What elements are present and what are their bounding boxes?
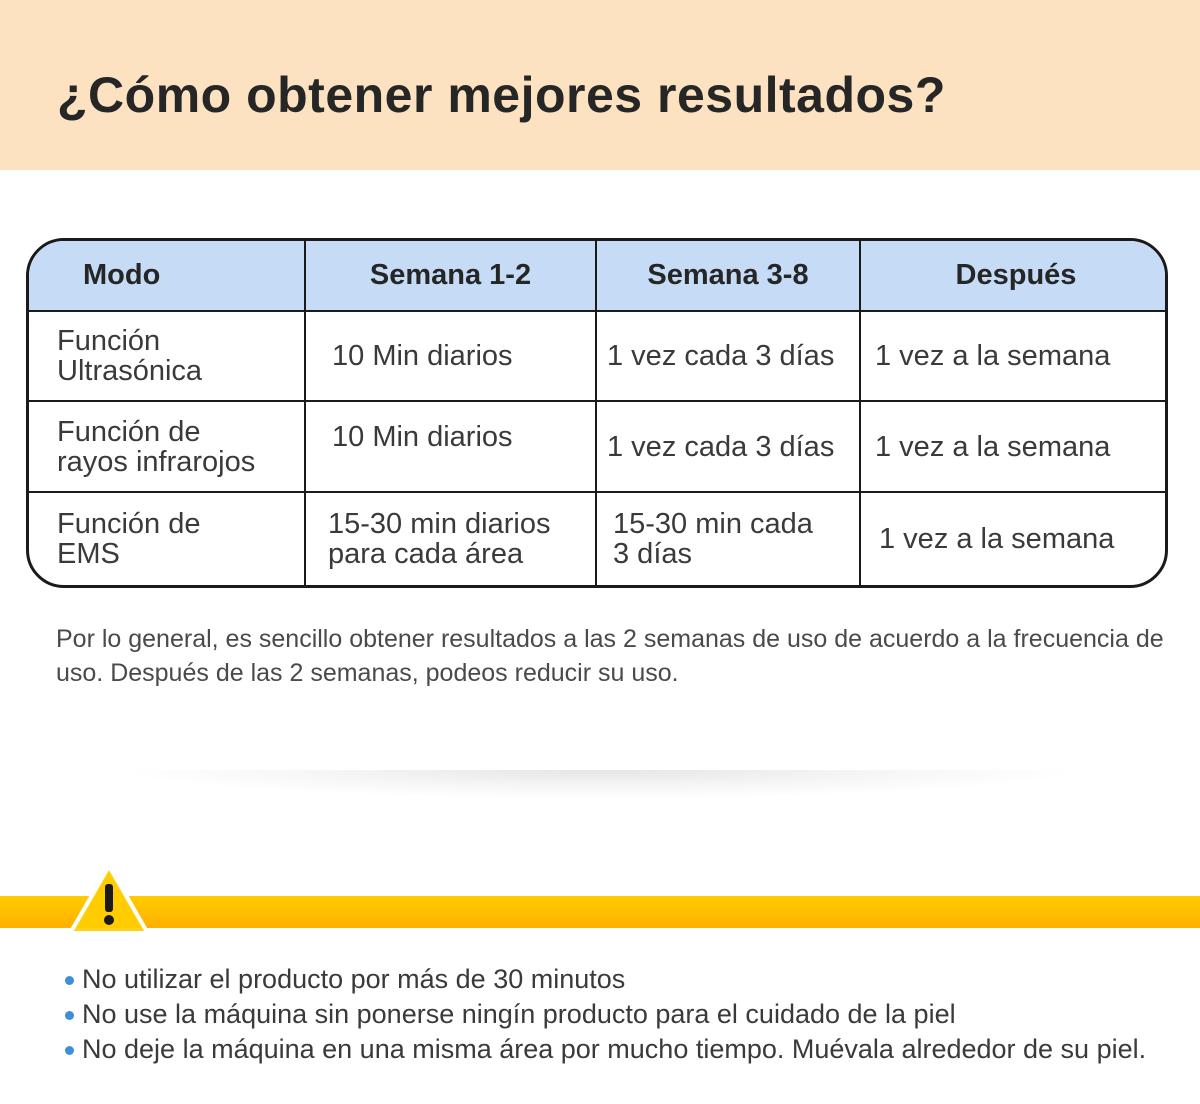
table-row [29, 401, 1168, 492]
cell-line: 1 vez cada 3 días [607, 430, 835, 463]
table-header-row [29, 241, 1168, 311]
cell-line: para cada área [328, 538, 524, 570]
cell-line: rayos infrarojos [57, 445, 256, 478]
cell-after: 1 vez a la semana [860, 401, 1168, 492]
list-item [62, 962, 1172, 997]
cell-line: 3 días [613, 538, 692, 570]
cell-line: 15-30 min diarios [328, 508, 551, 540]
cell-mode [29, 311, 305, 401]
cell-mode [29, 492, 305, 585]
usage-table [26, 238, 1168, 588]
table-row [29, 492, 1168, 585]
cell-week-3-8 [596, 311, 860, 401]
cell-line: 1 vez cada 3 días [607, 340, 835, 372]
warning-list [62, 962, 1172, 1067]
column-header-week-3-8: Semana 3-8 [596, 241, 860, 311]
cell-week-1-2 [305, 401, 596, 492]
list-item-text: No deje la máquina en una misma área por mucho tiempo. Muévala alrededor de su piel. [82, 1034, 1147, 1064]
cell-line: Función de [57, 508, 201, 540]
list-item-text: No use la máquina sin ponerse ningín producto para el cuidado de la piel [82, 999, 956, 1029]
cell-week-1-2 [305, 492, 596, 585]
table-row [29, 311, 1168, 401]
cell-week-3-8 [596, 492, 860, 585]
warning-band [0, 896, 1200, 928]
list-item-text: No utilizar el producto por más de 30 minutos [82, 964, 626, 994]
usage-note: Por lo general, es sencillo obtener resultados a las 2 semanas de uso de acuerdo a la frecuencia de uso. Después de las 2 semanas, podeos reducir su uso. [56, 625, 1164, 687]
cell-line: 15-30 min cada [613, 508, 813, 540]
cell-after: 1 vez a la semana [860, 311, 1168, 401]
column-header-after: Después [860, 241, 1168, 311]
cell-week-1-2 [305, 311, 596, 401]
warning-triangle-icon [68, 862, 150, 936]
list-item [62, 1032, 1172, 1067]
cell-line: Ultrasónica [57, 355, 203, 387]
cell-line: Función de [57, 415, 201, 448]
column-header-week-1-2: Semana 1-2 [305, 241, 596, 311]
cell-line: EMS [57, 538, 120, 570]
page-title: ¿Cómo obtener mejores resultados? [57, 67, 946, 123]
shadow-divider [130, 770, 1070, 798]
cell-line: 10 Min diarios [332, 340, 513, 372]
bullet-dot-icon [65, 1046, 74, 1055]
cell-week-3-8 [596, 401, 860, 492]
bullet-dot-icon [65, 976, 74, 985]
cell-after: 1 vez a la semana [860, 492, 1168, 585]
column-header-mode: Modo [29, 241, 305, 311]
cell-line: 10 Min diarios [332, 421, 513, 453]
bullet-dot-icon [65, 1011, 74, 1020]
list-item [62, 997, 1172, 1032]
cell-mode [29, 401, 305, 492]
cell-line: Función [57, 325, 161, 357]
